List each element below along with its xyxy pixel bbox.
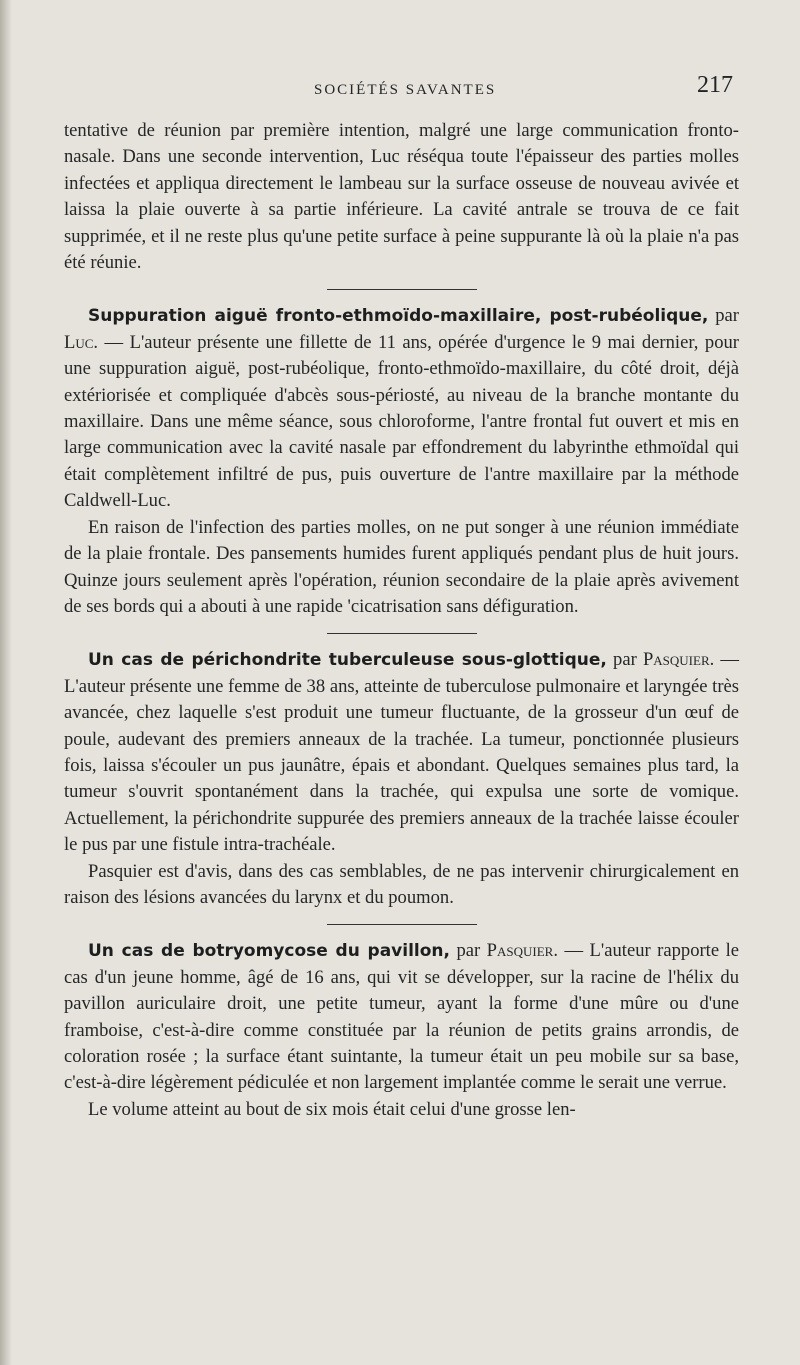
section-suppuration <box>64 303 739 620</box>
paragraph-lead: . — L'auteur rapporte le cas d'un jeune homme, âgé de 16 ans, qui vit se développer, sur la racine de l'hélix du pavillon auriculaire droit, une petite tumeur, ayant la forme d'une mûre ou d'une framboise, c'est-à-dire comme constituée par la réunion de petits grains arrondis, de coloration rosée ; la surface étant suintante, la tumeur était un peu mobile sur sa base, c'est-à-dire légèrement pédiculée et non largement implantée comme le serait une verrue. <box>64 940 739 1094</box>
paragraph: En raison de l'infection des parties molles, on ne put songer à une réunion immédiate de la plaie frontale. Des pansements humides furent appliqués pendant plus de huit jours. Quinze jours seulement après l'opération, réunion secondaire de la plaie après avivement de ses bords qui a abouti à une rapide 'cicatrisation sans défiguration. <box>64 516 739 617</box>
section-heading: Un cas de périchondrite tuberculeuse sous-glottique, <box>88 650 607 671</box>
section-continued-text <box>64 118 739 276</box>
running-title: SOCIÉTÉS SAVANTES <box>314 82 497 98</box>
author-name: Luc <box>64 331 94 353</box>
author-name: Pasquier <box>486 940 554 962</box>
paragraph <box>64 647 739 858</box>
section-heading: Un cas de botryomycose du pavillon, <box>88 941 450 962</box>
paragraph-lead: . — L'auteur présente une fillette de 11 ans, opérée d'urgence le 9 mai dernier, pour une suppuration aiguë, post-rubéolique, fronto-ethmoïdo-maxillaire, du côté droit, déjà extériorisée et compliquée d'abcès sous-périosté, au niveau de la branche montante du maxillaire. Dans une même séance, sous chloroforme, l'antre frontal fut ouvert et mis en large communication avec la cavité nasale par effondrement du labyrinthe ethmoïdal qui était complètement infiltré de pus, puis ouverture de l'antre maxillaire par la méthode Caldwell-Luc. <box>64 331 739 512</box>
section-divider <box>327 633 477 634</box>
paragraph: tentative de réunion par première intention, malgré une large communication fronto-nasale. Dans une seconde intervention, Luc réséqua toute l'épaisseur des parties molles infectées et appliqua directement le lambeau sur la surface osseuse de nouveau avivée et laissa la plaie ouverte à sa partie inférieure. La cavité antrale se trouva de ce fait supprimée, et il ne reste plus qu'une petite surface à peine suppurante là où la plaie n'a pas été réunie. <box>64 120 739 274</box>
article-body <box>64 118 739 1123</box>
paragraph <box>64 303 739 514</box>
author-name: Pasquier <box>642 649 710 671</box>
page-number: 217 <box>697 72 733 98</box>
by-word: par <box>456 940 481 962</box>
section-heading: Suppuration aiguë fronto-ethmoïdo-maxillaire, post-rubéolique, <box>88 306 709 327</box>
section-botryomycose <box>64 938 739 1123</box>
paragraph-lead: . — L'auteur présente une femme de 38 ans, atteinte de tuberculose pulmonaire et laryngée très avancée, chez laquelle s'est produit une tumeur fluctuante, de la grosseur d'un œuf de poule, audevant des premiers anneaux de la trachée. La tumeur, ponctionnée plusieurs fois, laissa s'écouler un pus jaunâtre, épais et abondant. Quelques semaines plus tard, la tumeur s'ouvrit spontanément dans la trachée, qui expulsa une sorte de vomique. Actuellement, la périchondrite suppurée des premiers anneaux de la trachée laisse écouler le pus par une fistule intra-trachéale. <box>64 649 740 856</box>
paragraph: Le volume atteint au bout de six mois était celui d'une grosse len- <box>88 1098 576 1120</box>
section-perichondrite <box>64 647 739 911</box>
by-word: par <box>715 305 739 327</box>
by-word: par <box>613 649 637 671</box>
paragraph <box>64 938 739 1096</box>
section-divider <box>327 924 477 925</box>
running-header <box>0 72 800 102</box>
paragraph: Pasquier est d'avis, dans des cas semblables, de ne pas intervenir chirurgicalement en raison des lésions avancées du larynx et du poumon. <box>64 860 739 908</box>
page-spine-shadow <box>0 0 12 1365</box>
section-divider <box>327 289 477 290</box>
